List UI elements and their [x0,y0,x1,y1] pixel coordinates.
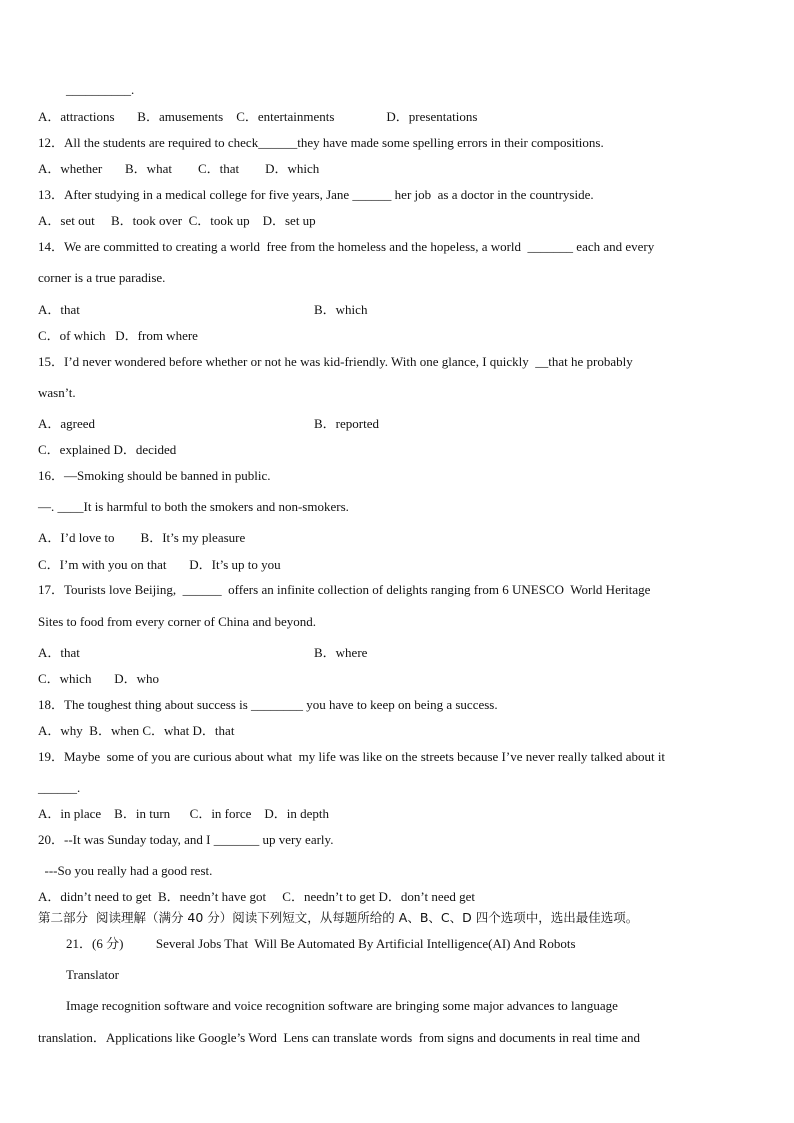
question-14: 14．We are committed to creating a world free from the homeless and the hopeless, a world _______ each and every [38,239,655,254]
question-20: 20．--It was Sunday today, and I _______ up very early. [38,832,334,847]
question-21-title: 21．(6 分) Several Jobs That Will Be Automated By Artificial Intelligence(AI) And Robots [66,936,576,951]
question-13: 13．After studying in a medical college for five years, Jane ______ her job as a doctor in the countryside. [38,187,594,202]
q11-options: A．attractions B．amusements C．entertainments D．presentations [38,109,478,124]
q15-options-cd: C．explained D．decided [38,442,177,457]
question-16-reply: —. ____It is harmful to both the smokers and non-smokers. [38,499,349,514]
question-18: 18．The toughest thing about success is ________ you have to keep on being a success. [38,697,498,712]
question-16: 16．—Smoking should be banned in public. [38,468,271,483]
question-15: 15．I’d never wondered before whether or not he was kid-friendly. With one glance, I quickly __that he probably [38,354,633,369]
q14-options-cd: C．of which D．from where [38,328,198,343]
question-17-cont: Sites to food from every corner of China and beyond. [38,614,316,629]
q15-option-b: B．reported [314,416,379,431]
question-14-cont: corner is a true paradise. [38,270,166,285]
q16-options-ab: A．I’d love to B．It’s my pleasure [38,530,246,545]
q14-option-a: A．that [38,302,80,317]
q13-options: A．set out B．took over C．took up D．set up [38,213,316,228]
question-19: 19．Maybe some of you are curious about what my life was like on the streets because I’ve never really talked about it [38,749,666,764]
question-12: 12．All the students are required to check______they have made some spelling errors in their compositions. [38,135,604,150]
subheading-translator: Translator [66,967,119,982]
question-20-reply: ---So you really had a good rest. [38,863,213,878]
q17-option-b: B．where [314,645,368,660]
paragraph-line-1: Image recognition software and voice recognition software are bringing some major advances to language [66,998,618,1013]
q12-options: A．whether B．what C．that D．which [38,161,320,176]
blank-line: __________. [66,82,135,97]
question-15-cont: wasn’t. [38,385,76,400]
q16-options-cd: C．I’m with you on that D．It’s up to you [38,557,281,572]
q19-options: A．in place B．in turn C．in force D．in depth [38,806,330,821]
q17-options-cd: C．which D．who [38,671,159,686]
q15-option-a: A．agreed [38,416,96,431]
paragraph-line-2: translation．Applications like Google’s Word Lens can translate words from signs and documents in real time and [38,1030,640,1045]
q14-option-b: B．which [314,302,368,317]
q20-options: A．didn’t need to get B．needn’t have got C．needn’t to get D．don’t need get [38,889,475,904]
question-17: 17．Tourists love Beijing, ______ offers an infinite collection of delights ranging from 6 UNESCO World Heritage [38,582,651,597]
q18-options: A．why B．when C．what D．that [38,723,235,738]
q17-option-a: A．that [38,645,80,660]
section-2-heading: 第二部分 阅读理解（满分 40 分）阅读下列短文，从每题所给的 A、B、C、D 四个选项中，选出最佳选项。 [38,910,639,925]
question-19-cont: ______. [38,780,81,795]
